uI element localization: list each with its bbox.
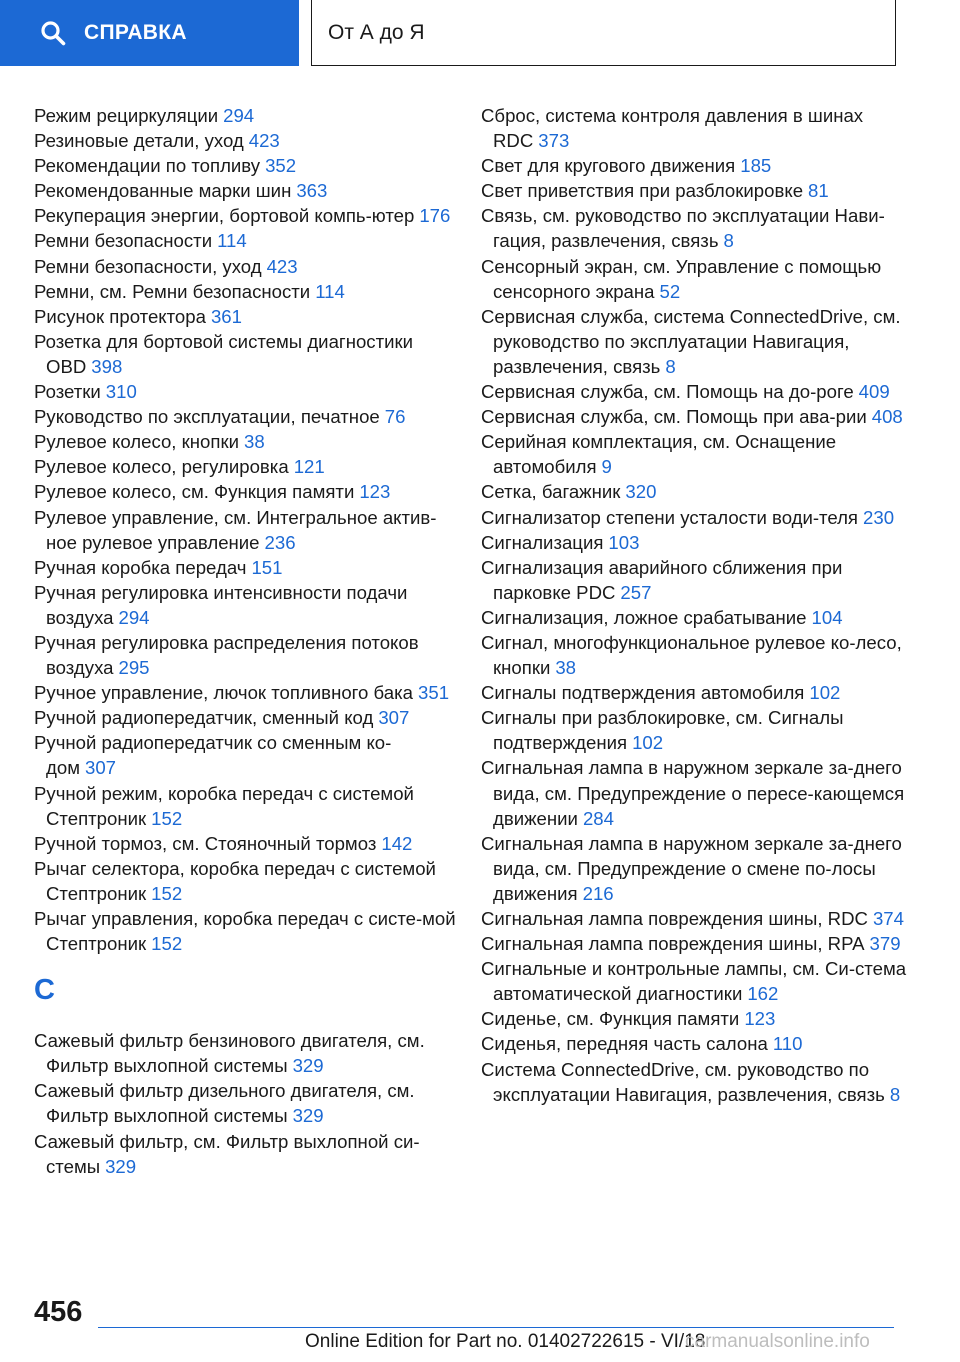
index-entry <box>34 705 459 730</box>
index-entry <box>481 103 921 153</box>
edition-note: Online Edition for Part no. 01402722615 - VI/18 <box>305 1331 706 1352</box>
search-icon <box>40 20 66 46</box>
page-reference-link[interactable]: 102 <box>809 682 841 704</box>
index-entry <box>481 931 921 956</box>
page-reference-link[interactable]: 307 <box>84 757 117 779</box>
page-reference-link[interactable]: 38 <box>555 657 577 679</box>
page-reference-link[interactable]: 216 <box>582 882 614 904</box>
index-entry <box>481 605 921 630</box>
index-entry <box>34 479 459 504</box>
page-number: 456 <box>34 1296 83 1328</box>
index-entry-text: Сервисная служба, см. Помощь на до-роге <box>481 381 854 403</box>
index-entry-text: Сигнализация <box>481 531 604 553</box>
index-entry <box>481 956 921 1006</box>
index-entry-text: Сигнальные и контрольные лампы, см. Си-стема автоматической диагностики <box>481 958 907 1005</box>
index-entry <box>481 254 921 304</box>
index-entry <box>34 505 459 555</box>
index-list-s <box>34 1028 459 1179</box>
index-entry <box>34 329 459 379</box>
index-entry <box>34 580 459 630</box>
index-entry-text: Сигнальная лампа повреждения шины, RPA <box>481 933 865 955</box>
index-entry-text: Сигнальная лампа в наружном зеркале за-днего вида, см. Предупреждение о пересе-кающемся движении <box>481 757 905 829</box>
page-reference-link[interactable]: 363 <box>296 180 328 202</box>
page-reference-link[interactable]: 374 <box>872 908 904 929</box>
page-reference-link[interactable]: 185 <box>740 155 772 177</box>
index-entry <box>34 630 459 680</box>
index-entry <box>34 379 459 404</box>
page-reference-link[interactable]: 38 <box>243 431 265 453</box>
index-entry-text: Резиновые детали, уход <box>34 130 244 152</box>
page-reference-link[interactable]: 379 <box>869 933 901 955</box>
page-reference-link[interactable]: 123 <box>744 1008 776 1030</box>
page-reference-link[interactable]: 142 <box>381 832 413 854</box>
index-entry-text: Связь, см. руководство по эксплуатации Нави-гация, развлечения, связь <box>481 205 885 252</box>
page-reference-link[interactable]: 152 <box>151 933 183 955</box>
index-list-r <box>34 103 459 956</box>
index-entry-text: Ручная регулировка распределения потоков воздуха <box>34 631 419 679</box>
index-entry-text: Рекуперация энергии, бортовой компь-ютер <box>34 205 415 227</box>
index-entry <box>481 304 921 379</box>
index-entry-text: Ручной радиопередатчик со сменным ко-дом <box>34 732 392 779</box>
index-entry-text: Сажевый фильтр дизельного двигателя, см. Фильтр выхлопной системы <box>34 1080 415 1127</box>
index-entry-text: Сервисная служба, см. Помощь при ава-рии <box>481 406 867 428</box>
index-entry <box>481 831 921 906</box>
page-reference-link[interactable]: 152 <box>151 807 183 829</box>
index-entry-text: Свет приветствия при разблокировке <box>481 180 804 202</box>
page-reference-link[interactable]: 284 <box>582 807 614 829</box>
index-entry <box>34 1078 459 1128</box>
index-entry-text: Рекомендованные марки шин <box>34 180 292 202</box>
breadcrumb-label: От А до Я <box>328 20 425 44</box>
index-entry-text: Рулевое управление, см. Интегральное актив-ное рулевое управление <box>34 506 437 553</box>
page-reference-link[interactable]: 123 <box>359 481 391 503</box>
page-reference-link[interactable]: 320 <box>625 481 657 503</box>
page-reference-link[interactable]: 81 <box>808 180 829 202</box>
index-entry <box>481 530 921 555</box>
index-entry-text: Ремни безопасности, уход <box>34 255 262 277</box>
page-reference-link[interactable]: 294 <box>118 606 150 628</box>
page-reference-link[interactable]: 230 <box>863 506 895 528</box>
section-letter-heading: С <box>34 974 55 1007</box>
index-entry <box>34 128 459 153</box>
index-entry-text: Рычаг селектора, коробка передач с системой Стептроник <box>34 857 436 904</box>
index-entry-text: Сиденье, см. Функция памяти <box>481 1008 740 1030</box>
index-entry <box>34 454 459 479</box>
page-reference-link[interactable]: 9 <box>601 456 612 478</box>
page-reference-link[interactable]: 423 <box>266 255 298 277</box>
index-entry-text: Ремни, см. Ремни безопасности <box>34 280 311 302</box>
index-entry-text: Ручная коробка передач <box>34 556 247 578</box>
page-reference-link[interactable]: 114 <box>217 230 247 252</box>
index-entry-text: Сигнальная лампа повреждения шины, RDC <box>481 908 868 929</box>
index-entry <box>481 1006 921 1031</box>
index-entry-text: Сигналы при разблокировке, см. Сигналы подтверждения <box>481 707 844 754</box>
page-reference-link[interactable]: 361 <box>210 305 242 327</box>
index-entry-text: Сигнализация, ложное срабатывание <box>481 606 807 628</box>
page-reference-link[interactable]: 8 <box>889 1083 901 1105</box>
index-entry <box>481 379 921 404</box>
index-entry-text: Сигналы подтверждения автомобиля <box>481 682 805 704</box>
page-reference-link[interactable]: 329 <box>292 1105 324 1127</box>
page-reference-link[interactable]: 76 <box>384 406 406 428</box>
index-entry <box>481 1057 921 1107</box>
index-entry <box>481 705 921 755</box>
footer-divider <box>98 1327 894 1328</box>
index-entry <box>481 630 921 680</box>
index-entry-text: Режим рециркуляции <box>34 105 219 126</box>
index-entry-text: Свет для кругового движения <box>481 155 736 177</box>
page-reference-link[interactable]: 351 <box>418 682 450 704</box>
index-entry-text: Ручная регулировка интенсивности подачи воздуха <box>34 581 408 628</box>
index-entry-text: Сброс, система контроля давления в шинах RDC <box>481 105 864 152</box>
index-entry-text: Сенсорный экран, см. Управление с помощью сенсорного экрана <box>481 255 882 302</box>
help-tab-label: СПРАВКА <box>84 21 187 44</box>
breadcrumb <box>311 0 896 66</box>
index-entry <box>481 680 921 705</box>
index-entry-text: Сиденья, передняя часть салона <box>481 1033 768 1055</box>
index-entry <box>481 404 921 429</box>
index-entry-text: Ремни безопасности <box>34 230 213 252</box>
index-entry <box>34 1129 459 1179</box>
index-entry-text: Ручной радиопередатчик, сменный код <box>34 707 374 729</box>
index-entry <box>34 906 459 956</box>
page-reference-link[interactable]: 408 <box>871 406 903 428</box>
index-list-s-continued <box>481 103 921 1107</box>
page-reference-link[interactable]: 151 <box>251 556 283 578</box>
index-entry-text: Сигнальная лампа в наружном зеркале за-днего вида, см. Предупреждение о смене по-лосы движения <box>481 832 902 904</box>
index-entry-text: Сигнал, многофункциональное рулевое ко-лесо, кнопки <box>481 631 902 679</box>
page-reference-link[interactable]: 352 <box>265 155 297 177</box>
page-reference-link[interactable]: 329 <box>105 1155 137 1177</box>
page-reference-link[interactable]: 110 <box>772 1033 803 1055</box>
index-entry <box>481 555 921 605</box>
page-reference-link[interactable]: 8 <box>723 230 734 252</box>
page-reference-link[interactable]: 373 <box>538 130 570 152</box>
page-reference-link[interactable]: 257 <box>620 581 652 603</box>
index-entry <box>34 153 459 178</box>
index-entry-text: Ручной тормоз, см. Стояночный тормоз <box>34 832 377 854</box>
index-entry <box>34 730 459 780</box>
page-reference-link[interactable]: 103 <box>608 531 640 553</box>
index-entry-text: Сажевый фильтр, см. Фильтр выхлопной си-стемы <box>34 1130 420 1177</box>
page-reference-link[interactable]: 398 <box>91 355 123 377</box>
index-entry-text: Сажевый фильтр бензинового двигателя, см. Фильтр выхлопной системы <box>34 1030 425 1077</box>
page-reference-link[interactable]: 236 <box>264 531 296 553</box>
page-reference-link[interactable]: 8 <box>665 355 676 377</box>
index-entry-text: Розетка для бортовой системы диагностики OBD <box>34 330 414 377</box>
index-entry <box>34 1028 459 1078</box>
index-entry-text: Сервисная служба, система ConnectedDrive, см. руководство по эксплуатации Навигация, развлечения, связь <box>481 305 901 377</box>
index-entry-text: Рисунок протектора <box>34 305 206 327</box>
index-entry <box>481 153 921 178</box>
index-entry-text: Ручной режим, коробка передач с системой Стептроник <box>34 782 414 829</box>
index-entry <box>34 555 459 580</box>
index-entry <box>481 479 921 504</box>
index-entry <box>34 103 459 128</box>
index-entry <box>34 203 459 228</box>
index-entry <box>481 429 921 479</box>
page-reference-link[interactable]: 114 <box>315 280 345 302</box>
index-column-left <box>34 103 459 1179</box>
help-tab[interactable] <box>0 0 299 66</box>
page-header <box>0 0 960 66</box>
index-entry-text: Рычаг управления, коробка передач с систе-мой Стептроник <box>34 908 456 955</box>
page-reference-link[interactable]: 176 <box>419 205 451 227</box>
page-reference-link[interactable]: 409 <box>858 381 890 403</box>
index-entry <box>481 1031 921 1056</box>
index-entry-text: Ручное управление, лючок топливного бака <box>34 682 414 704</box>
index-entry <box>481 505 921 530</box>
page-reference-link[interactable]: 329 <box>292 1055 324 1077</box>
index-entry <box>34 254 459 279</box>
index-entry-text: Розетки <box>34 381 101 403</box>
index-entry-text: Рулевое колесо, кнопки <box>34 431 239 453</box>
index-entry-text: Рулевое колесо, см. Функция памяти <box>34 481 355 503</box>
page-reference-link[interactable]: 294 <box>223 105 255 126</box>
index-entry <box>34 831 459 856</box>
index-entry <box>481 178 921 203</box>
page-reference-link[interactable]: 310 <box>105 381 137 403</box>
page-reference-link[interactable]: 104 <box>811 606 843 628</box>
page-reference-link[interactable]: 162 <box>747 983 779 1005</box>
page-reference-link[interactable]: 295 <box>118 657 150 679</box>
index-entry <box>34 178 459 203</box>
page-reference-link[interactable]: 307 <box>378 707 410 729</box>
index-entry <box>34 279 459 304</box>
page-reference-link[interactable]: 152 <box>151 882 183 904</box>
index-column-right <box>481 103 921 1107</box>
index-entry-text: Рулевое колесо, регулировка <box>34 456 289 478</box>
index-entry <box>481 755 921 830</box>
index-entry-text: Система ConnectedDrive, см. руководство по эксплуатации Навигация, развлечения, связь <box>481 1058 885 1105</box>
page-reference-link[interactable]: 102 <box>632 732 664 754</box>
index-entry-text: Серийная комплектация, см. Оснащение автомобиля <box>481 431 837 478</box>
index-entry <box>34 781 459 831</box>
index-entry-text: Сетка, багажник <box>481 481 621 503</box>
index-entry-text: Сигнализация аварийного сближения при парковке PDC <box>481 556 843 603</box>
page-reference-link[interactable]: 121 <box>293 456 325 478</box>
watermark: carmanualsonline.info <box>685 1331 870 1352</box>
index-entry <box>481 906 921 931</box>
index-entry <box>34 228 459 253</box>
index-entry <box>34 680 459 705</box>
index-entry <box>34 856 459 906</box>
index-entry <box>34 304 459 329</box>
index-entry <box>34 404 459 429</box>
page-reference-link[interactable]: 423 <box>248 130 280 152</box>
page-reference-link[interactable]: 52 <box>659 280 681 302</box>
index-entry-text: Сигнализатор степени усталости води-теля <box>481 506 859 528</box>
index-entry-text: Руководство по эксплуатации, печатное <box>34 406 380 428</box>
index-entry <box>481 203 921 253</box>
index-entry <box>34 429 459 454</box>
index-entry-text: Рекомендации по топливу <box>34 155 261 177</box>
